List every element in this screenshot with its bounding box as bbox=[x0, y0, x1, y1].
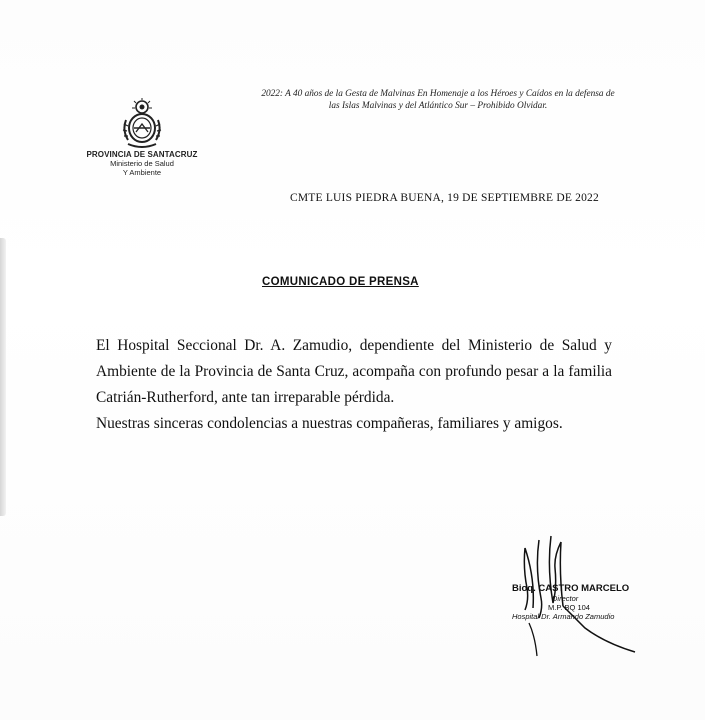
motto-line-2: las Islas Malvinas y del Atlántico Sur – Prohibido Olvidar. bbox=[328, 101, 548, 111]
signer-name: Bioq. CASTRO MARCELO bbox=[512, 583, 630, 594]
ministry-line-1: Ministerio de Salud bbox=[110, 159, 174, 168]
signer-registration: M.P. BQ 104 bbox=[548, 603, 590, 612]
coat-of-arms-icon bbox=[118, 98, 166, 152]
press-release-body bbox=[96, 333, 612, 437]
body-paragraph-2: Nuestras sinceras condolencias a nuestras compañeras, familiares y amigos. bbox=[96, 415, 563, 432]
place-date-line: CMTE LUIS PIEDRA BUENA, 19 DE SEPTIEMBRE DE 2022 bbox=[290, 192, 599, 204]
year-motto bbox=[238, 88, 638, 112]
ministry-line-2: Y Ambiente bbox=[122, 168, 162, 177]
institution-block bbox=[82, 150, 202, 177]
motto-line-1: 2022: A 40 años de la Gesta de Malvinas En Homenaje a los Héroes y Caídos en la defensa de bbox=[261, 89, 615, 99]
signature-stamp bbox=[512, 583, 642, 621]
document-title: COMUNICADO DE PRENSA bbox=[262, 276, 419, 288]
province-name: PROVINCIA DE SANTACRUZ bbox=[86, 150, 198, 159]
signer-role: Director bbox=[552, 594, 579, 603]
page-edge-shadow bbox=[0, 238, 6, 516]
body-paragraph-1: El Hospital Seccional Dr. A. Zamudio, dependiente del Ministerio de Salud y Ambiente de la Provincia de Santa Cruz, acompaña con profundo pesar a la familia Catrián-Rutherford, ante tan irreparable pérdida. bbox=[96, 337, 612, 406]
signer-hospital: Hospital Dr. Armando Zamudio bbox=[512, 612, 615, 621]
